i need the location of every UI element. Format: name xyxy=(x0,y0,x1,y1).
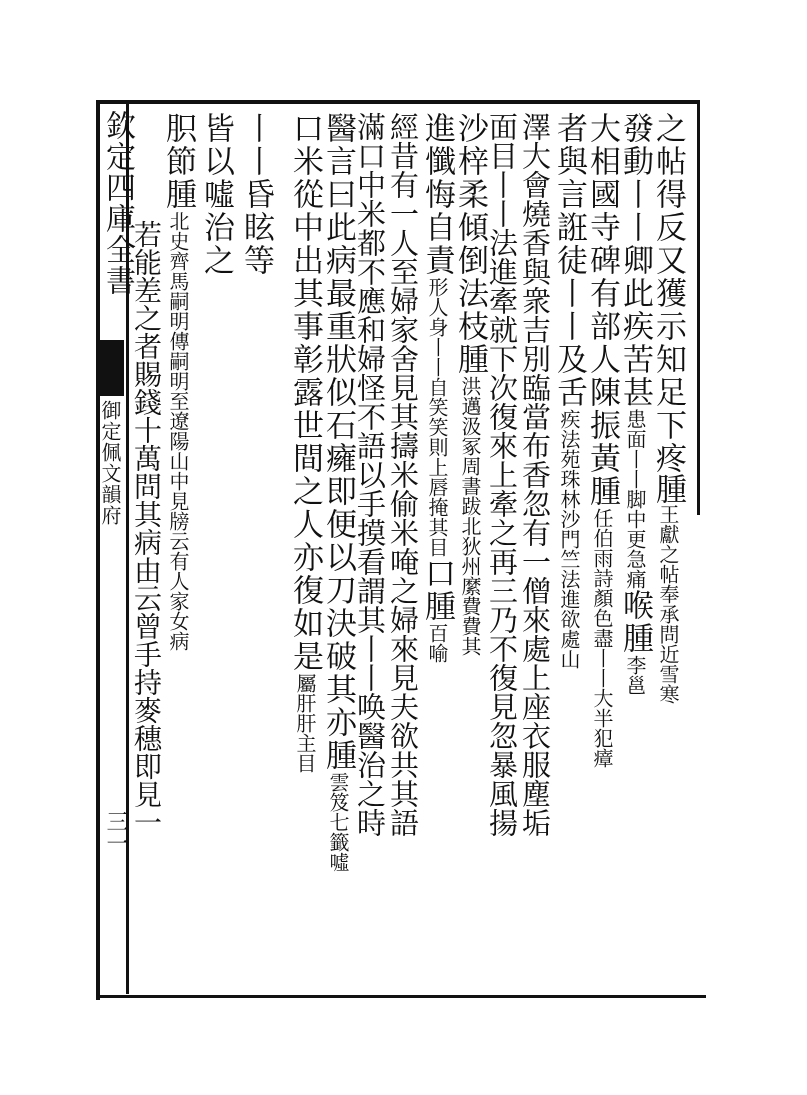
annotation-text: 形人身丨丨自笑笑則上唇掩其目 xyxy=(425,277,449,557)
entry-heading: 喉腫 xyxy=(617,589,653,655)
text-column-9 xyxy=(386,112,420,837)
entry-heading: 口腫 xyxy=(419,557,455,623)
column-main-text: 之帖得反又獲示知足下 xyxy=(650,112,686,442)
column-main-text: 醫言曰此病最重狀似石癕即便以刀決破其 xyxy=(320,112,356,706)
column-main-text: 口米從中出其事彰露世間之人亦復如是 xyxy=(287,112,323,673)
annotation-text: 疾法苑珠林沙門竺法進欲處山 xyxy=(557,409,581,669)
column-main-text: 經昔有一人至婦家舍見其擣米偷米唵之婦來見夫欲共其語 xyxy=(386,112,420,837)
annotation-text: 李邕 xyxy=(623,655,647,695)
text-column-8 xyxy=(419,112,455,663)
text-column-11 xyxy=(320,112,356,872)
annotation-text: 雲笈七籤噓 xyxy=(326,772,350,872)
text-column-13 xyxy=(238,112,274,277)
text-column-7 xyxy=(452,112,488,656)
column-main-text: 沙梓柔傾倒法 xyxy=(452,112,488,310)
collection-title: 欽定四庫全書 xyxy=(100,110,135,296)
annotation-text: 北史齊馬嗣明傳嗣明至遼陽山中見牓云有人家女病 xyxy=(166,211,190,651)
entry-heading: 亦腫 xyxy=(320,706,356,772)
annotation-text: 屬肝肝主目 xyxy=(293,673,317,773)
annotation-text: 洪邁汲冢周書跋北狄州縻費費其 xyxy=(458,376,482,656)
text-column-4 xyxy=(551,112,587,669)
column-main-text: 者與言誑徒丨丨及舌 xyxy=(551,112,587,409)
column-main-text: 滿口中米都不應和婦怪不語以手摸看謂其丨丨唤醫治之時 xyxy=(353,112,387,837)
column-main-text: 若能差之者賜錢十萬問其病由云曾手持麥穗即見一 xyxy=(130,220,163,836)
fishtail-block xyxy=(100,340,124,396)
entry-heading: 疼腫 xyxy=(650,442,686,504)
book-name: 御定佩文韻府 xyxy=(98,400,122,526)
annotation-text: 王獻之帖奉承問近雪寒 xyxy=(656,504,680,704)
frame-top-border xyxy=(98,100,698,104)
entry-heading: 黃腫 xyxy=(584,442,620,508)
column-main-text: 發動丨丨卿此疾苦甚 xyxy=(617,112,653,409)
column-main-text: 大相國寺碑有部人陳振 xyxy=(584,112,620,442)
column-main-text: 皆以噓治之 xyxy=(198,112,234,277)
text-column-1 xyxy=(650,112,686,704)
text-column-15 xyxy=(160,112,196,651)
annotation-text: 患面丨丨脚中更急痛 xyxy=(623,409,647,589)
text-column-3 xyxy=(584,112,620,768)
text-column-14 xyxy=(198,112,234,277)
column-main-text: 丨丨昏眩等 xyxy=(238,112,274,277)
page-number: 三一 xyxy=(103,810,128,854)
text-column-5 xyxy=(518,112,552,837)
column-main-text: 進懺悔自責 xyxy=(419,112,455,277)
text-column-6 xyxy=(485,112,519,837)
entry-heading: 枝腫 xyxy=(452,310,488,376)
text-column-2 xyxy=(617,112,653,695)
frame-right-border xyxy=(697,100,700,515)
annotation-text: 任伯雨詩顏色盡丨丨大半犯瘴 xyxy=(590,508,614,768)
text-column-12 xyxy=(287,112,323,773)
text-column-16 xyxy=(130,220,163,836)
column-main-text: 澤大會燒香與衆吉別臨當布香忽有一僧來處上座衣服塵垢 xyxy=(518,112,552,837)
column-main-text: 面目丨丨法進牽就下次復來上牽之再三乃不復見忽暴風揚 xyxy=(485,112,519,837)
annotation-text: 百喻 xyxy=(425,623,449,663)
column-main-text: 胑節腫 xyxy=(160,112,196,211)
frame-bottom-border xyxy=(96,995,706,998)
text-column-10 xyxy=(353,112,387,837)
